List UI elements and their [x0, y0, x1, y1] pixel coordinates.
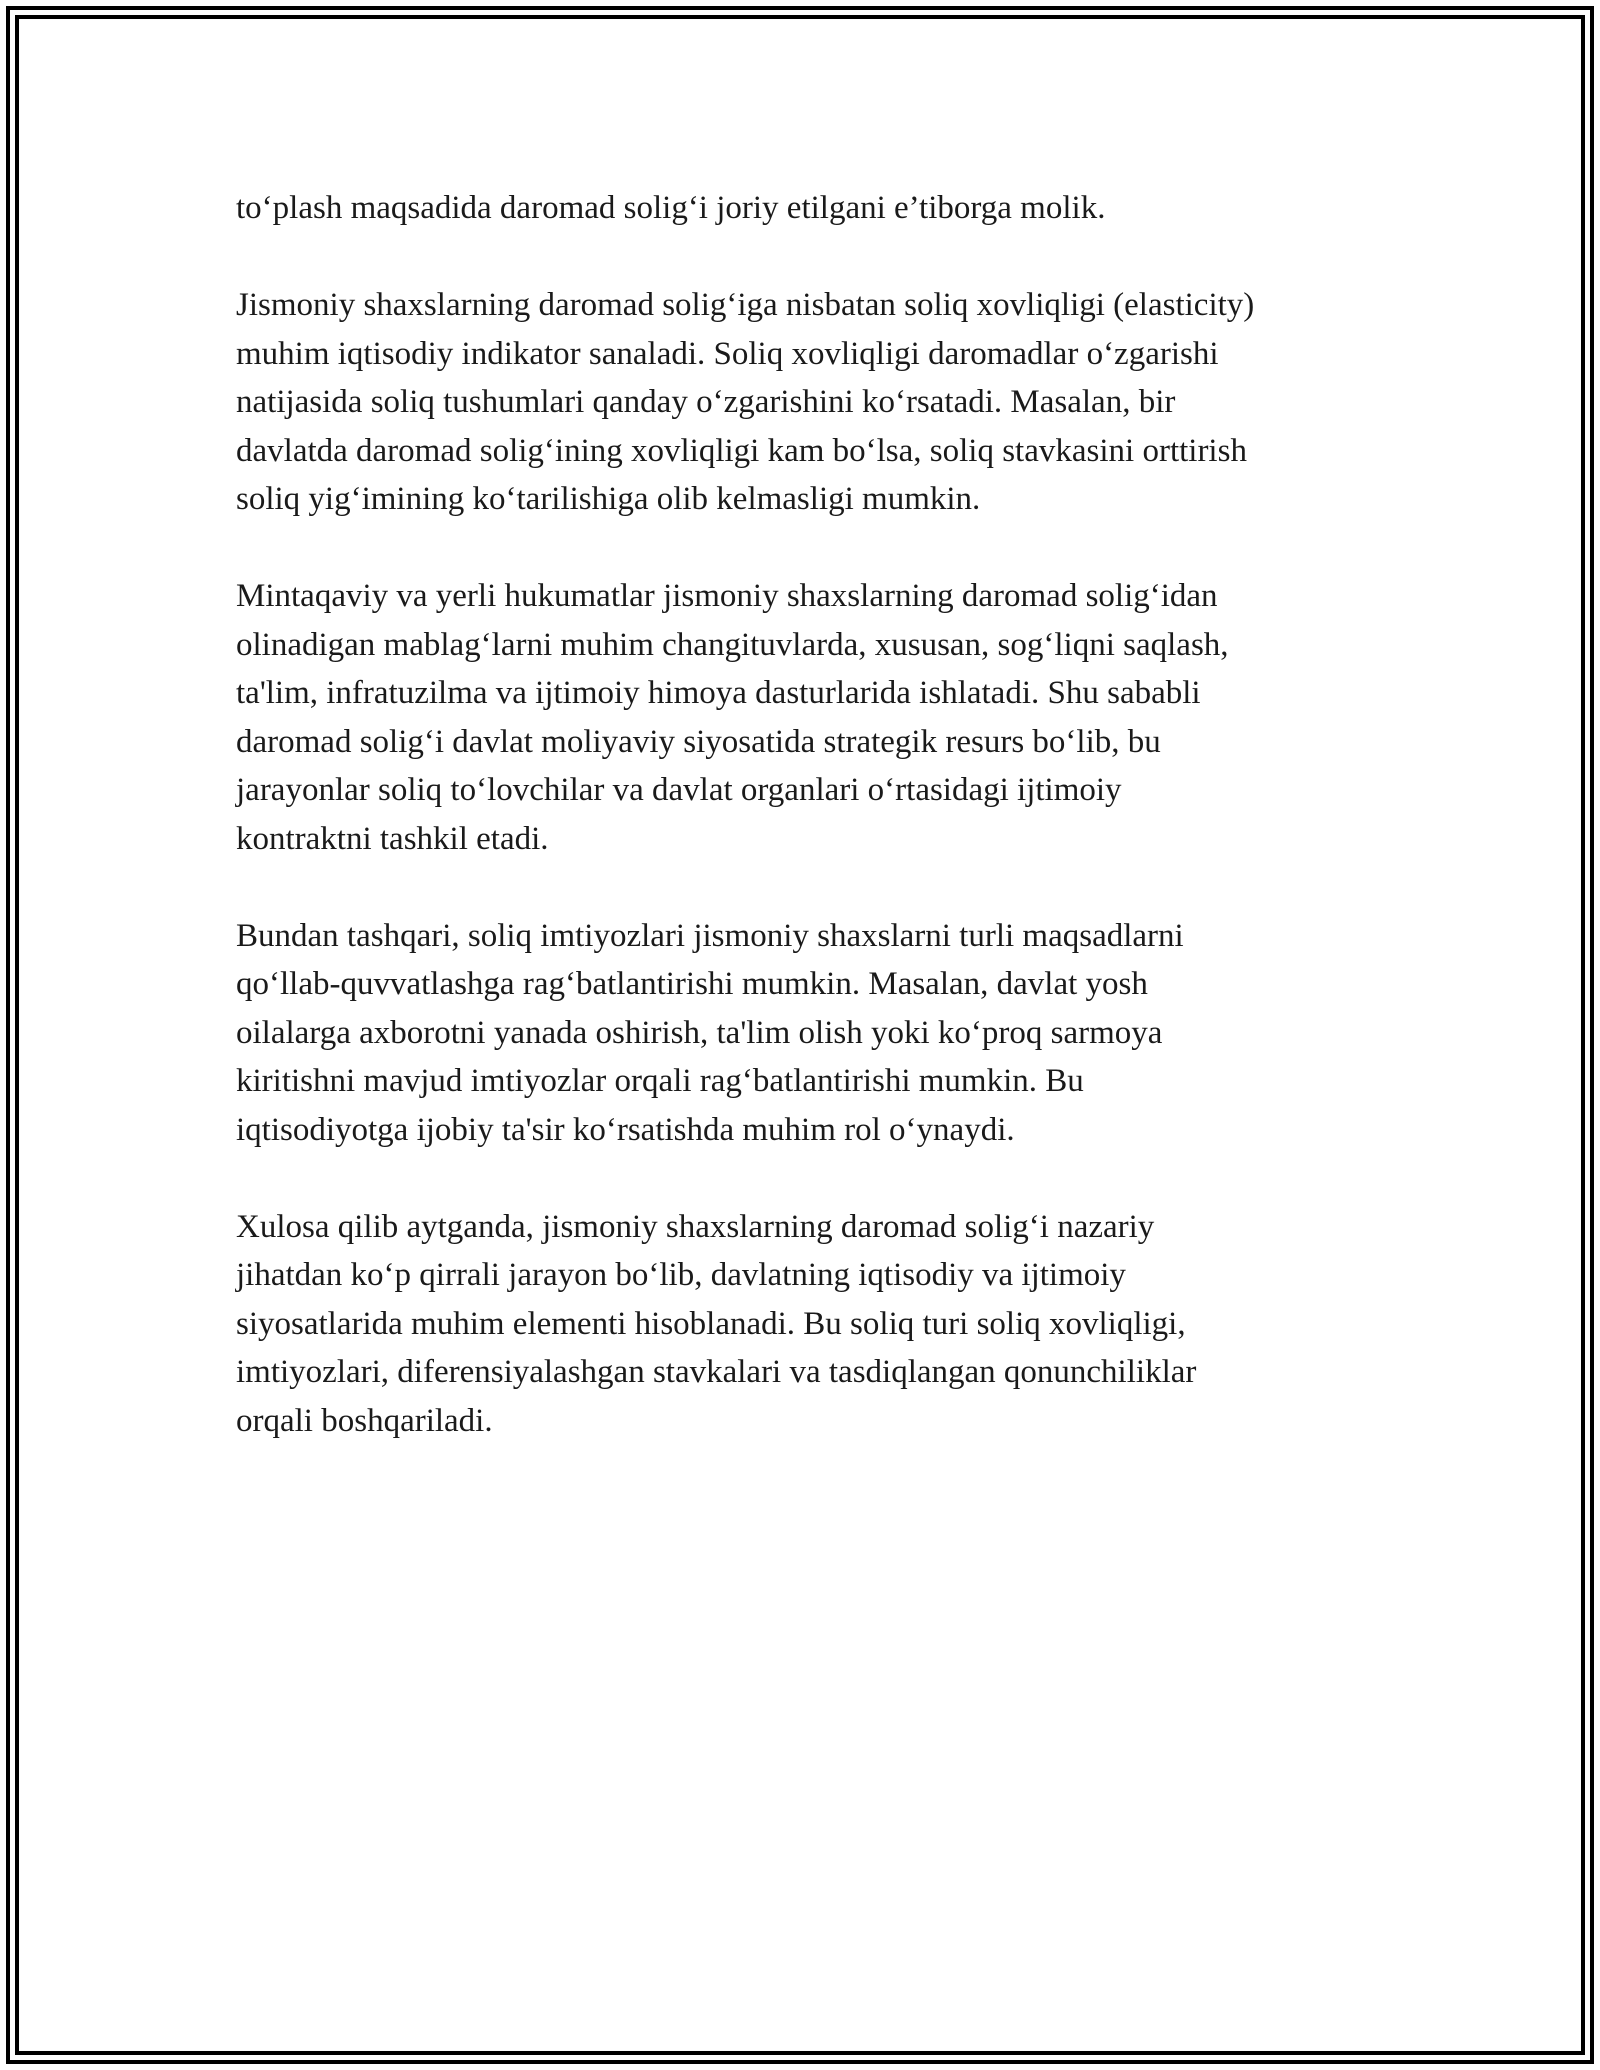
text-line: Jismoniy shaxslarning daromad solig‘iga nisbatan soliq xovliqligi (elasticity) — [236, 287, 1255, 323]
text-line: Bundan tashqari, soliq imtiyozlari jismoniy shaxslarni turli maqsadlarni — [236, 917, 1184, 954]
paragraph-3 — [236, 572, 1416, 863]
text-line: iqtisodiyotga ijobiy ta'sir ko‘rsatishda muhim rol o‘ynaydi. — [236, 1111, 1015, 1148]
paragraph-5 — [236, 1203, 1416, 1446]
text-line: Xulosa qilib aytganda, jismoniy shaxslarning daromad solig‘i nazariy — [236, 1208, 1155, 1245]
text-line: davlatda daromad solig‘ining xovliqligi kam bo‘lsa, soliq stavkasini orttirish — [236, 432, 1247, 469]
text-line: oilalarga axborotni yanada oshirish, ta'lim olish yoki ko‘proq sarmoya — [236, 1014, 1163, 1051]
text-line: orqali boshqariladi. — [236, 1402, 493, 1439]
text-line: qo‘llab-quvvatlashga rag‘batlantirishi mumkin. Masalan, davlat yosh — [236, 966, 1148, 1002]
text-line: imtiyozlari, diferensiyalashgan stavkalari va tasdiqlangan qonunchiliklar — [236, 1354, 1197, 1390]
text-line: jihatdan ko‘p qirrali jarayon bo‘lib, davlatning iqtisodiy va ijtimoiy — [236, 1257, 1126, 1293]
paragraph-4 — [236, 912, 1416, 1155]
text-line: daromad solig‘i davlat moliyaviy siyosatida strategik resurs bo‘lib, bu — [236, 723, 1161, 760]
paragraph-1 — [236, 184, 1416, 233]
text-line: kiritishni mavjud imtiyozlar orqali rag‘batlantirishi mumkin. Bu — [236, 1063, 1084, 1099]
text-line: to‘plash maqsadida daromad solig‘i joriy etilgani e’tiborga molik. — [236, 190, 1106, 226]
text-line: kontraktni tashkil etadi. — [236, 820, 549, 857]
paragraph-2 — [236, 281, 1416, 524]
text-line: natijasida soliq tushumlari qanday o‘zgarishini ko‘rsatadi. Masalan, bir — [236, 384, 1176, 420]
text-line: ta'lim, infratuzilma va ijtimoiy himoya dasturlarida ishlatadi. Shu sababli — [236, 675, 1201, 711]
document-body — [236, 184, 1416, 1494]
text-line: muhim iqtisodiy indikator sanaladi. Soliq xovliqligi daromadlar o‘zgarishi — [236, 335, 1219, 372]
text-line: siyosatlarida muhim elementi hisoblanadi. Bu soliq turi soliq xovliqligi, — [236, 1305, 1186, 1342]
text-line: jarayonlar soliq to‘lovchilar va davlat organlari o‘rtasidagi ijtimoiy — [236, 772, 1122, 808]
text-line: Mintaqaviy va yerli hukumatlar jismoniy shaxslarning daromad solig‘idan — [236, 578, 1218, 614]
text-line: soliq yig‘imining ko‘tarilishiga olib kelmasligi mumkin. — [236, 481, 981, 517]
text-line: olinadigan mablag‘larni muhim changituvlarda, xususan, sog‘liqni saqlash, — [236, 626, 1229, 663]
